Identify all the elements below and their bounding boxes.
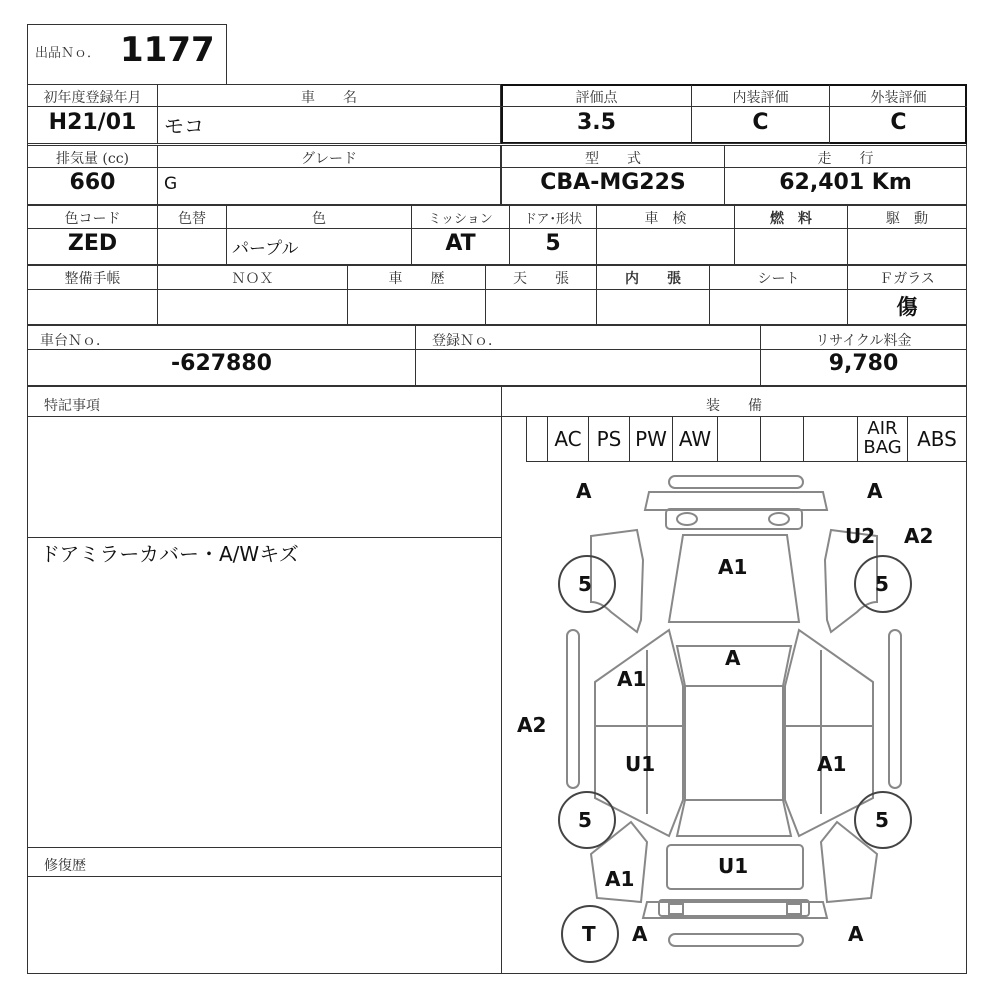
color-code-value: ZED xyxy=(67,231,118,256)
row4-divider xyxy=(27,289,967,290)
grade-divider xyxy=(501,106,967,107)
mark-rear-door-left: U1 xyxy=(625,752,656,776)
equip-item-airbag: AIR BAG xyxy=(857,416,908,462)
notes-panel xyxy=(27,386,502,974)
front-bumper xyxy=(645,492,827,510)
mileage-label: 走 行 xyxy=(817,151,874,167)
transmission-label: ミッション xyxy=(428,212,493,227)
mark-a2-left: A2 xyxy=(517,713,547,737)
recycle-label: リサイクル料金 xyxy=(815,333,912,349)
fglass-label: Ｆガラス xyxy=(879,271,935,287)
color-value: パープル xyxy=(232,239,299,259)
mark-tire-fr: 5 xyxy=(875,572,889,596)
equip-item-abs: ABS xyxy=(907,416,967,462)
chassis-label: 車台Ｎｏ． xyxy=(40,333,110,349)
row3-divider xyxy=(27,228,967,229)
color-code-label: 色コード xyxy=(64,211,121,227)
notes-label: 特記事項 xyxy=(44,398,100,414)
score-label: 評価点 xyxy=(575,90,618,106)
door-label: ドア･形状 xyxy=(523,212,583,227)
inspection-label: 車 検 xyxy=(644,211,687,227)
rear-bumper-bottom xyxy=(669,934,803,946)
mark-rear-right: A xyxy=(848,922,864,946)
mark-rear-left-low: A1 xyxy=(605,867,635,891)
history-label: 車 歴 xyxy=(388,271,445,287)
side-sill-left xyxy=(567,630,579,788)
fender-front-left xyxy=(591,530,643,632)
grade-value: G xyxy=(164,174,178,194)
equip-item-aw: AW xyxy=(672,416,718,462)
mark-tire-rl: 5 xyxy=(578,808,592,832)
nox-label: ＮＯＸ xyxy=(231,271,274,287)
mark-front-right: A xyxy=(867,479,883,503)
fender-rear-right xyxy=(821,822,877,902)
front-bumper-top xyxy=(669,476,803,488)
car-name-value: モコ xyxy=(164,114,204,138)
door-value: 5 xyxy=(545,231,561,256)
score-value: 3.5 xyxy=(577,110,616,135)
interior-value: C xyxy=(752,110,769,135)
mark-hood: A1 xyxy=(718,555,748,579)
lot-label: 出品Ｎｏ． xyxy=(35,46,101,61)
mark-a2-right: A2 xyxy=(904,524,934,548)
taillight-left xyxy=(669,904,683,914)
side-sill-right xyxy=(889,630,901,788)
headlight-right xyxy=(769,513,789,525)
side-body-left xyxy=(595,630,683,836)
fglass-value: 傷 xyxy=(896,295,918,319)
roof xyxy=(685,686,783,800)
model-label: 型 式 xyxy=(585,151,641,167)
equip-item-blank-2 xyxy=(717,416,761,462)
row5-divider xyxy=(27,349,967,350)
equip-item-pw: PW xyxy=(629,416,673,462)
mark-windshield: A xyxy=(725,646,741,670)
repair-top-divider xyxy=(27,847,502,848)
equip-item-blank-4 xyxy=(803,416,858,462)
drive-label: 駆 動 xyxy=(886,211,928,227)
mileage-value: 62,401 Km xyxy=(779,170,912,195)
mark-u2: U2 xyxy=(845,524,876,548)
grade-label: グレード xyxy=(301,151,357,167)
headlight-left xyxy=(677,513,697,525)
displacement-label: 排気量 (cc) xyxy=(55,151,130,167)
first-reg-value: H21/01 xyxy=(48,110,137,135)
equip-item-ps: PS xyxy=(588,416,630,462)
notes-header-divider xyxy=(27,416,502,417)
chassis-value: -627880 xyxy=(171,351,272,376)
interior-label: 内装評価 xyxy=(732,90,789,106)
lot-number: 1177 xyxy=(120,30,215,70)
transmission-value: AT xyxy=(445,231,476,256)
reg-label: 登録Ｎｏ． xyxy=(432,333,502,349)
color-label: 色 xyxy=(312,211,326,227)
fuel-label: 燃 料 xyxy=(770,211,812,227)
mark-tailgate: U1 xyxy=(718,854,749,878)
car-diagram xyxy=(501,462,967,974)
mark-front-door-left: A1 xyxy=(617,667,647,691)
color-change-label: 色替 xyxy=(178,211,206,227)
mark-rear-door-right: A1 xyxy=(817,752,847,776)
mark-front-left: A xyxy=(576,479,592,503)
mark-tire-rr: 5 xyxy=(875,808,889,832)
exterior-value: C xyxy=(890,110,907,135)
exterior-label: 外装評価 xyxy=(870,90,927,106)
mark-tire-fl: 5 xyxy=(578,572,592,596)
row2-divider xyxy=(27,167,967,168)
equipment-label: 装 備 xyxy=(706,398,762,414)
repair-header-divider xyxy=(27,876,502,877)
displacement-value: 660 xyxy=(69,170,116,195)
maintenance-label: 整備手帳 xyxy=(64,271,121,287)
rear-window xyxy=(677,800,791,836)
equip-item-blank xyxy=(526,416,548,462)
equip-item-blank-3 xyxy=(760,416,804,462)
mark-spare: T xyxy=(582,922,596,946)
row1-divider xyxy=(27,106,501,107)
mark-rear-left: A xyxy=(632,922,648,946)
front-grille xyxy=(666,509,802,529)
seat-label: シート xyxy=(757,271,800,287)
taillight-right xyxy=(787,904,801,914)
roof-label: 天 張 xyxy=(513,271,569,287)
first-reg-label: 初年度登録年月 xyxy=(43,90,142,106)
equip-item-ac: AC xyxy=(547,416,589,462)
car-name-label: 車 名 xyxy=(301,90,357,106)
recycle-value: 9,780 xyxy=(828,351,899,376)
model-value: CBA-MG22S xyxy=(540,170,686,195)
repair-label: 修復歴 xyxy=(44,858,86,874)
interior-trim-label: 内 張 xyxy=(625,271,681,287)
notes-text: ドアミラーカバー・A/Wキズ xyxy=(40,542,299,566)
